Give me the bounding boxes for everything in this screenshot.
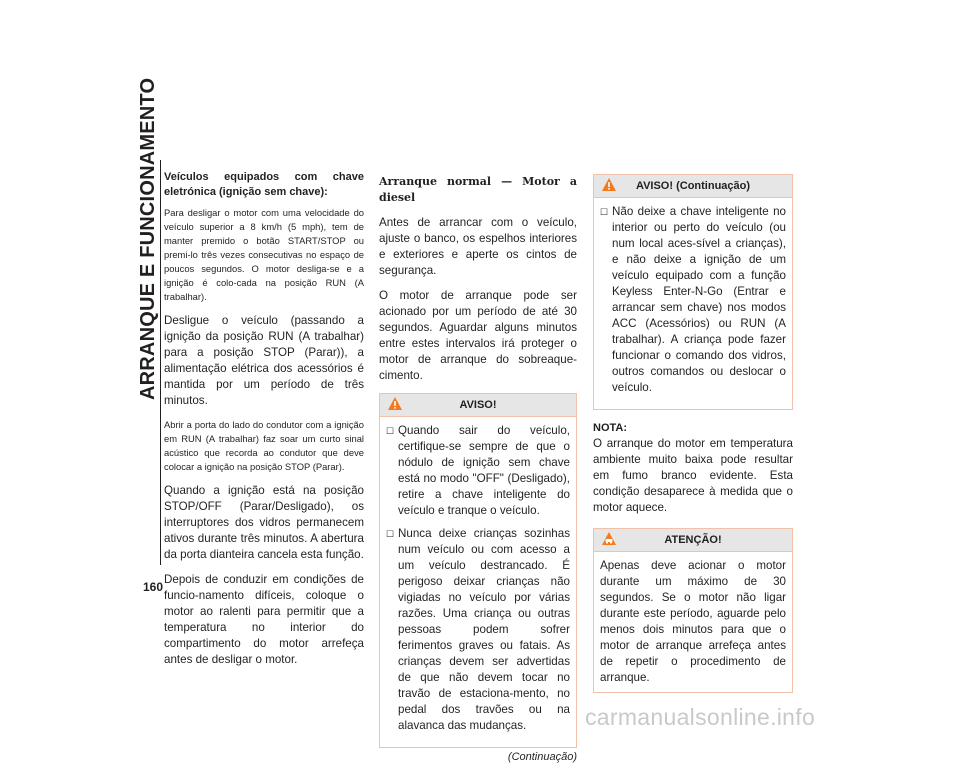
paragraph-accessory-power: Desligue o veículo (passando a ignição da posição RUN (A trabalhar) para a posição STOP (Parar)), a alimentação elétrica dos acessórios é mantida por um período de três minutos.: [164, 314, 364, 407]
column-3: [593, 170, 793, 693]
bullet-square-icon: ☐: [600, 207, 609, 217]
bullet-square-icon: ☐: [386, 426, 395, 436]
bullet-square-icon: ☐: [386, 529, 395, 539]
list-item: [600, 204, 786, 396]
sidebar-divider: [160, 160, 161, 565]
column-1: [164, 170, 364, 677]
paragraph-starter-duration: O motor de arranque pode ser acionado por um período de até 30 segundos. Aguardar alguns minutos entre estes intervalos irá proteger o motor de arranque do sobreaque-cimento.: [379, 289, 577, 382]
warning-header: [380, 394, 576, 417]
caution-title: ATENÇÃO!: [664, 534, 722, 546]
keyless-heading: Veículos equipados com chave eletrónica (ignição sem chave):: [164, 171, 364, 198]
caution-box: [593, 528, 793, 693]
warning-item-text: Quando sair do veículo, certifique-se sempre de que o nódulo de ignição sem chave está no modo "OFF" (Desligado), retire a chave inteligente do veículo e tranque o veículo.: [398, 424, 570, 517]
warning-body: [380, 417, 576, 747]
warning-item-text: Não deixe a chave inteligente no interior ou perto do veículo (ou num local aces-sível a crianças), e não deixe a ignição de um veículo equipado com a função Keyless Enter-N-Go (Entrar e arrancar sem chave) nos modos ACC (Acessórios) ou RUN (A trabalhar). A criança pode fazer funcionar o comando dos vidros, outros comandos ou deslocar o veículo.: [612, 205, 786, 394]
note-label: NOTA:: [593, 422, 628, 434]
list-item: [386, 423, 570, 519]
warning-title: AVISO!: [459, 399, 497, 411]
caution-body: [594, 552, 792, 692]
warning-box: [379, 393, 577, 748]
warning-continued-body: [594, 198, 792, 409]
warning-continued-header: [594, 175, 792, 198]
warning-continued-title: AVISO! (Continuação): [635, 180, 751, 192]
page-number: 160: [143, 580, 164, 594]
continued-label: (Continuação): [507, 751, 577, 763]
paragraph-door-chime: Abrir a porta do lado do condutor com a ignição em RUN (A trabalhar) faz soar um curto sinal acústico que recorda ao condutor que deve colocar a ignição na posição STOP (Parar).: [164, 419, 364, 472]
list-item: [386, 526, 570, 734]
paragraph-adjust-seat: Antes de arrancar com o veículo, ajuste o banco, os espelhos interiores e exteriores e aperte os cintos de segurança.: [379, 216, 577, 277]
paragraph-shutdown-speed: Para desligar o motor com uma velocidade do veículo superior a 8 km/h (5 mph), tem de manter premido o botão START/STOP ou premi-lo três vezes consecutivas no espaço de poucos segundos. O motor desliga-se e a ignição é colo-cada na posição RUN (A trabalhar).: [164, 207, 364, 302]
paragraph-window-switches: Quando a ignição está na posição STOP/OFF (Parar/Desligado), os interruptores dos vidros permanecem ativos durante três minutos. A abertura da porta dianteira cancela esta função.: [164, 484, 364, 561]
sidebar-section-title: ARRANQUE E FUNCIONAMENTO: [137, 77, 159, 400]
caution-text: Apenas deve acionar o motor durante um máximo de 30 segundos. Se o motor não ligar durante este período, aguarde pelo menos dois minutos para que o motor de arranque arrefeça antes de repetir o procedimento de arranque.: [600, 559, 786, 684]
note-text: O arranque do motor em temperatura ambiente muito baixa pode resultar em fumo branco evidente. Esta condição desaparece à medida que o motor aquece.: [593, 437, 793, 514]
section-title: Arranque normal — Motor a diesel: [379, 175, 577, 204]
caution-header: [594, 529, 792, 552]
warning-continued-box: [593, 174, 793, 410]
caution-car-icon: [602, 532, 616, 545]
column-2: [379, 170, 577, 765]
paragraph-idle-cooldown: Depois de conduzir em condições de funcio-namento difíceis, coloque o motor ao ralenti para permitir que a temperatura no interior do compartimento do motor arrefeça antes de desligar o motor.: [164, 573, 364, 666]
warning-triangle-icon: [602, 178, 616, 191]
warning-item-text: Nunca deixe crianças sozinhas num veículo ou com acesso a um veículo destrancado. É perigoso deixar crianças não vigiadas no veículo por várias razões. Uma criança ou outras pessoas podem sofrer ferimentos graves ou fatais. As crianças devem ser advertidas de que não devem tocar no travão de estaciona-mento, no pedal dos travões ou na alavanca das mudanças.: [398, 527, 570, 732]
watermark: carmanualsonline.info: [585, 704, 816, 730]
warning-triangle-icon: [388, 397, 402, 410]
